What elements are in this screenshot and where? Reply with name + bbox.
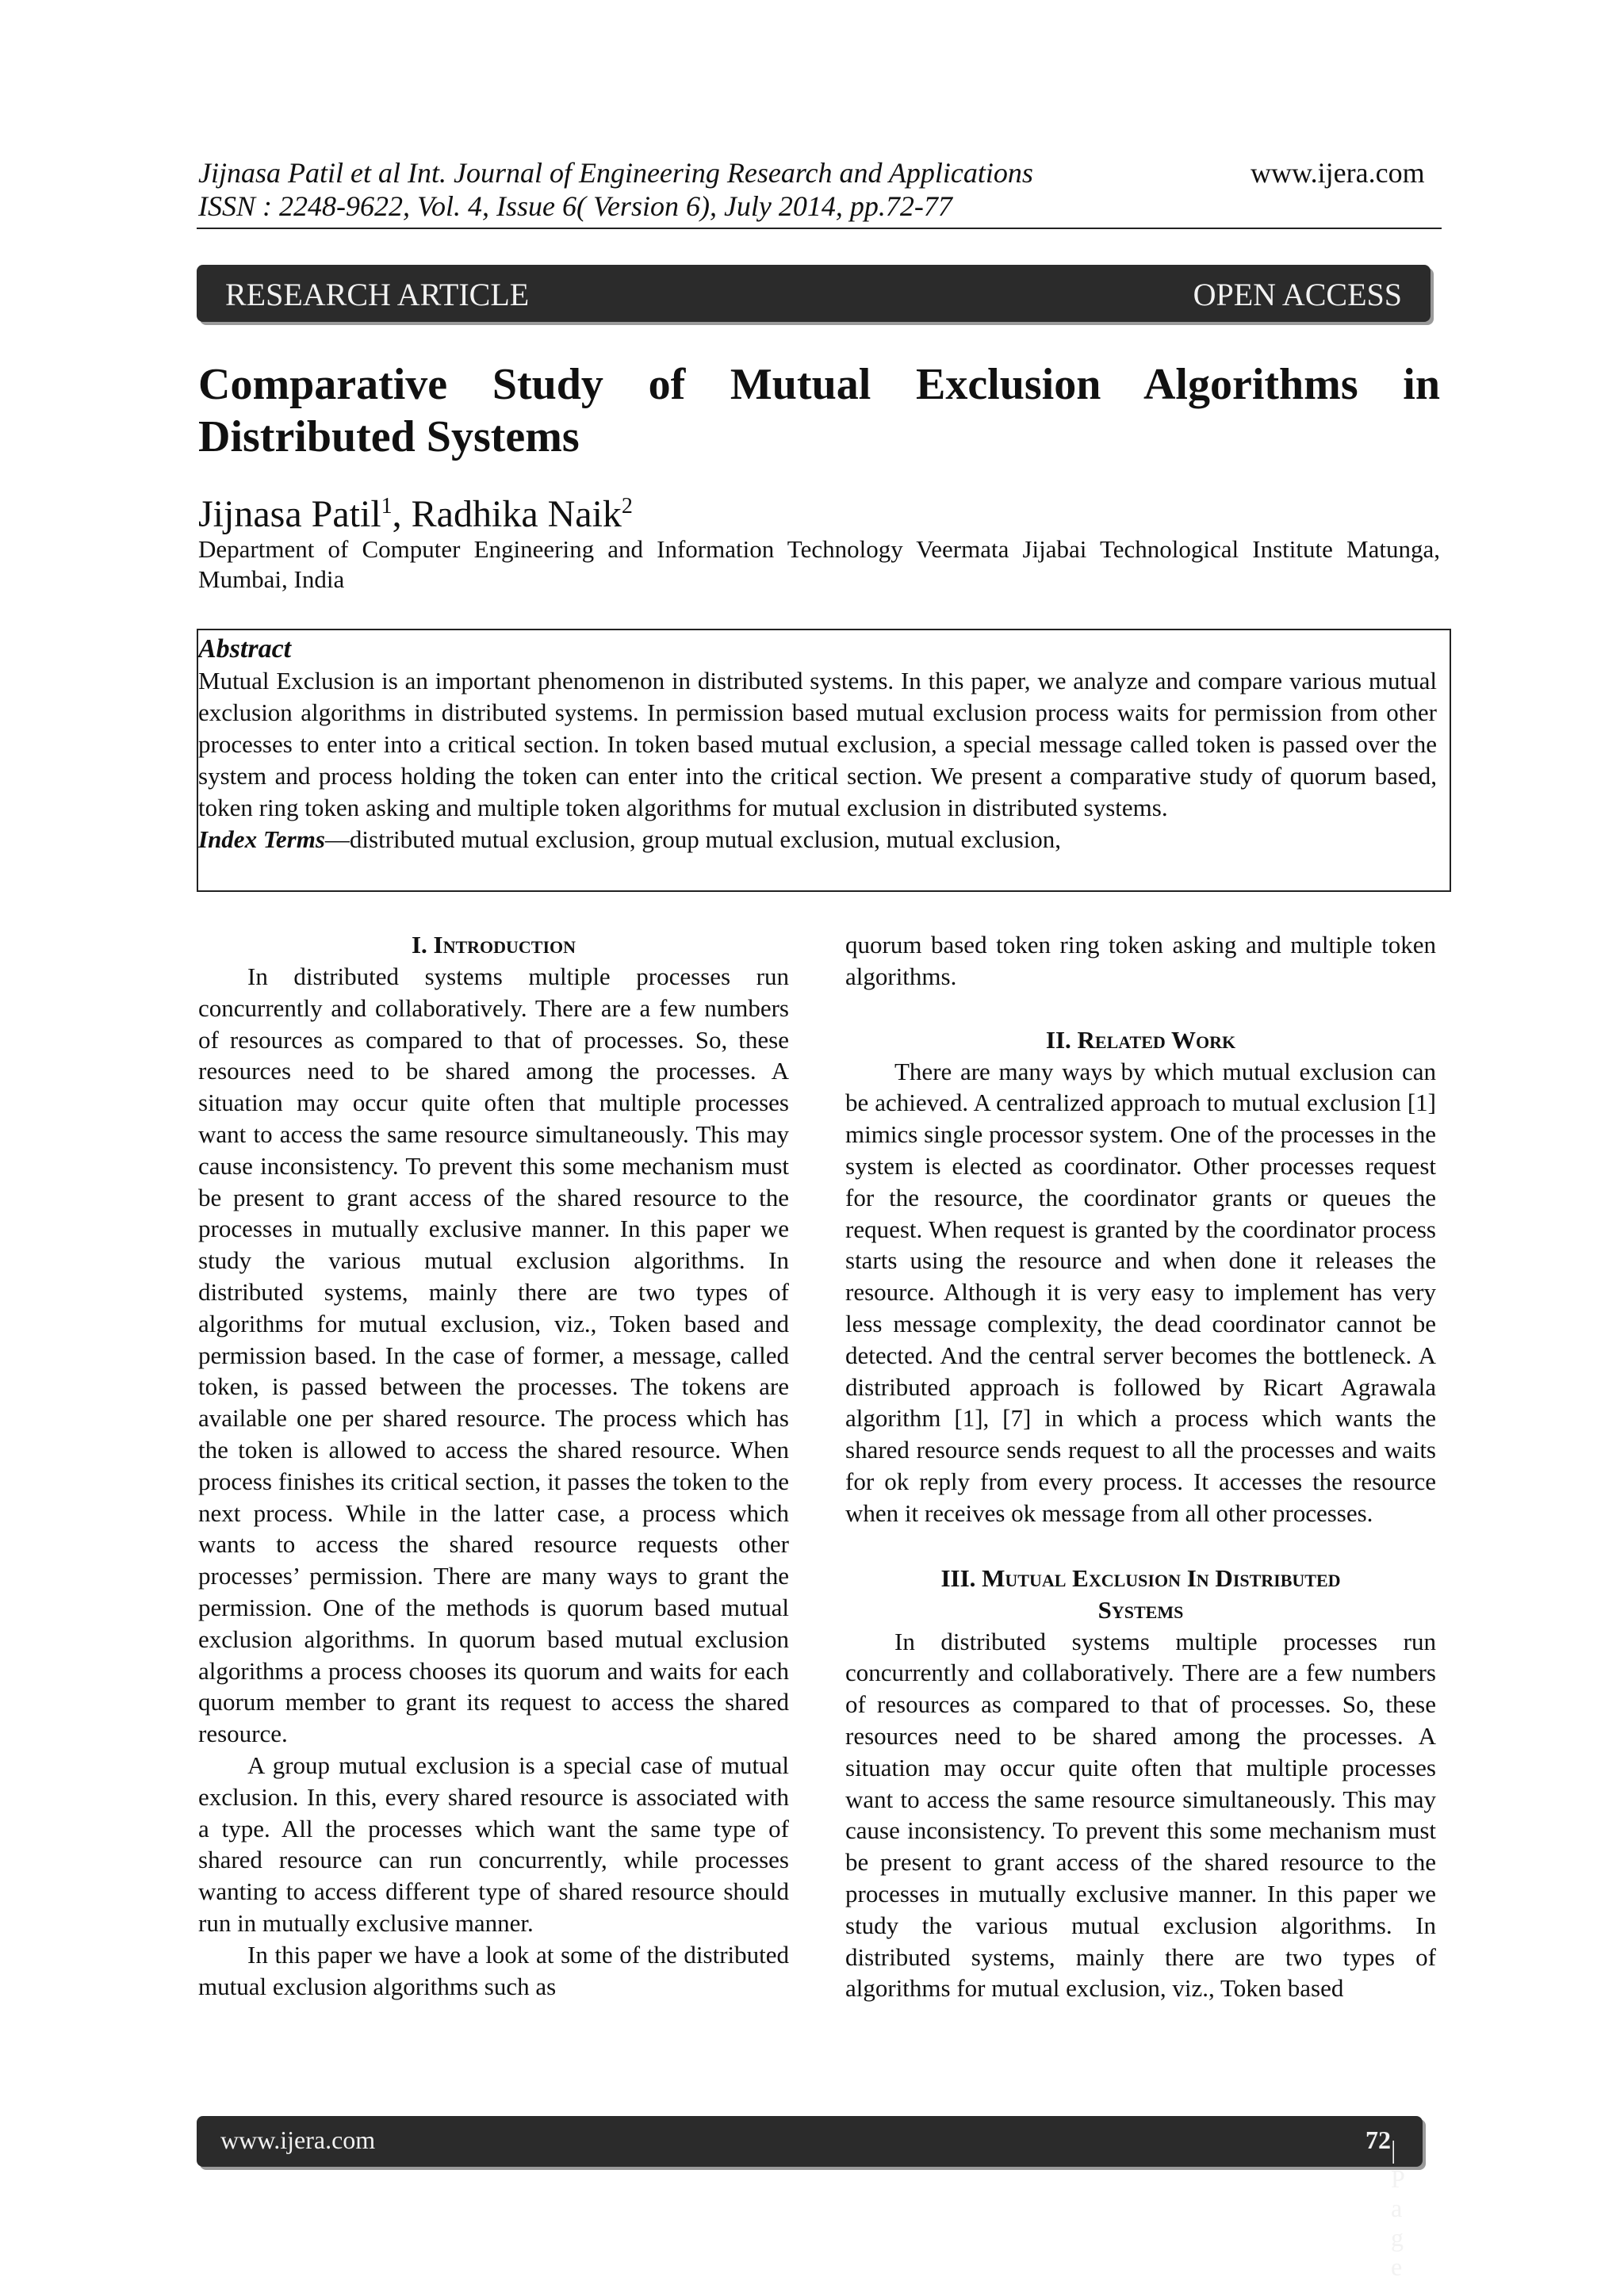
- journal-header: Jijnasa Patil et al Int. Journal of Engineering Research and Applications: [198, 157, 1033, 189]
- section-heading-line: Systems: [1097, 1595, 1184, 1624]
- section-heading-mutual-exclusion: [845, 1563, 1436, 1626]
- page-footer: [197, 2116, 1423, 2281]
- header-website: www.ijera.com: [1251, 157, 1425, 189]
- footer-website: www.ijera.com: [220, 2126, 376, 2154]
- affiliation: Department of Computer Engineering and Information Technology Veermata Jijabai Technological Institute Matunga, Mumbai, India: [198, 535, 1440, 593]
- paragraph: There are many ways by which mutual exclusion can be achieved. A centralized approach to mutual exclusion [1] mimics single processor system. One of the processes in the system is elected as coordinator. Other processes request for the resource, the coordinator grants or queues the request. When request is granted by the coordinator process starts using the resource and when done it releases the resource. Although it is very easy to implement has very less message complexity, the dead coordinator cannot be detected. And the central server becomes the bottleneck. A distributed approach is followed by Ricart Agrawala algorithm [1], [7] in which a process which wants the shared resource sends request to all the processes and waits for ok reply from every process. It accesses the resource when it receives ok message from all other processes.: [845, 1057, 1436, 1527]
- title-line-1: Comparative Study of Mutual Exclusion Algorithms in: [198, 360, 1440, 409]
- index-terms-text: —distributed mutual exclusion, group mutual exclusion, mutual exclusion,: [324, 825, 1062, 853]
- title-line-2: Distributed Systems: [198, 412, 580, 461]
- header-rule: [197, 228, 1442, 229]
- right-column: [845, 929, 1436, 2004]
- author-affiliation-mark: 2: [621, 494, 633, 519]
- abstract-heading: Abstract: [198, 634, 292, 664]
- abstract-content: [198, 633, 1437, 855]
- paragraph: In distributed systems multiple processes run concurrently and collaboratively. There are a few numbers of resources as compared to that of processes. So, these resources need to be shared among the processes. A situation may occur quite often that multiple processes want to access the same resource simultaneously. This may cause inconsistency. To prevent this some mechanism must be present to grant access of the shared resource to the processes in mutually exclusive manner. In this paper we study the various mutual exclusion algorithms. In distributed systems, mainly there are two types of algorithms for mutual exclusion, viz., Token based and permission based. In the case of former, a message, called token, is passed between the processes. The tokens are available one per shared resource. The process which has the token is allowed to access the shared resource. When process finishes its critical section, it passes the token to the next process. While in the latter case, a process which wants to access the shared resource requests other processes’ permission. There are many ways to grant the permission. One of the methods is quorum based mutual exclusion algorithms. In quorum based mutual exclusion algorithms a process chooses its quorum and waits for each quorum member to grant its request to access the shared resource.: [198, 962, 789, 1748]
- article-banner: [197, 265, 1431, 322]
- paragraph: In distributed systems multiple processes run concurrently and collaboratively. There are a few numbers of resources as compared to that of processes. So, these resources need to be shared among the processes. A situation may occur quite often that multiple processes want to access the same resource simultaneously. This may cause inconsistency. To prevent this some mechanism must be present to grant access of the shared resource to the processes in mutually exclusive manner. In this paper we study the various mutual exclusion algorithms. In distributed systems, mainly there are two types of algorithms for mutual exclusion, viz., Token based: [845, 1627, 1436, 2003]
- footer-page: [1365, 2126, 1404, 2281]
- paragraph: In this paper we have a look at some of the distributed mutual exclusion algorithms such as: [198, 1940, 789, 2000]
- paper-title: [198, 358, 1440, 463]
- page-label: | P a g e: [1391, 2135, 1404, 2281]
- authors: [198, 484, 633, 537]
- abstract-text: Mutual Exclusion is an important phenomenon in distributed systems. In this paper, we analyze and compare various mutual exclusion algorithms in distributed systems. In permission based mutual exclusion process waits for permission from other processes to enter into a critical section. In token based mutual exclusion, a special message called token is passed over the system and process holding the token can enter into the critical section. We present a comparative study of quorum based, token ring token asking and multiple token algorithms for mutual exclusion in distributed systems.: [198, 667, 1437, 821]
- index-terms-heading: Index Terms: [198, 825, 325, 853]
- left-column: [198, 929, 789, 2002]
- paragraph: quorum based token ring token asking and multiple token algorithms.: [845, 931, 1436, 990]
- section-heading-introduction: I. Introduction: [411, 931, 576, 959]
- abstract-box: [197, 629, 1451, 892]
- page-number: 72: [1365, 2126, 1391, 2154]
- author-name: Jijnasa Patil: [198, 493, 381, 535]
- author-separator: ,: [392, 493, 412, 535]
- issn-line: ISSN : 2248-9622, Vol. 4, Issue 6( Version 6), July 2014, pp.72-77: [198, 190, 952, 222]
- author-affiliation-mark: 1: [381, 494, 393, 519]
- section-heading-related-work: II. Related Work: [1045, 1025, 1236, 1054]
- paragraph: A group mutual exclusion is a special case of mutual exclusion. In this, every shared resource is associated with a type. All the processes which want the same type of shared resource can run concurrently, while processes wanting to access different type of shared resource should run in mutually exclusive manner.: [198, 1751, 789, 1937]
- index-terms: [198, 824, 1437, 855]
- author-name: Radhika Naik: [411, 493, 622, 535]
- banner-open-access: OPEN ACCESS: [1193, 277, 1402, 312]
- banner-research-article: RESEARCH ARTICLE: [225, 277, 530, 312]
- section-heading-line: III. Mutual Exclusion In Distributed: [940, 1563, 1341, 1592]
